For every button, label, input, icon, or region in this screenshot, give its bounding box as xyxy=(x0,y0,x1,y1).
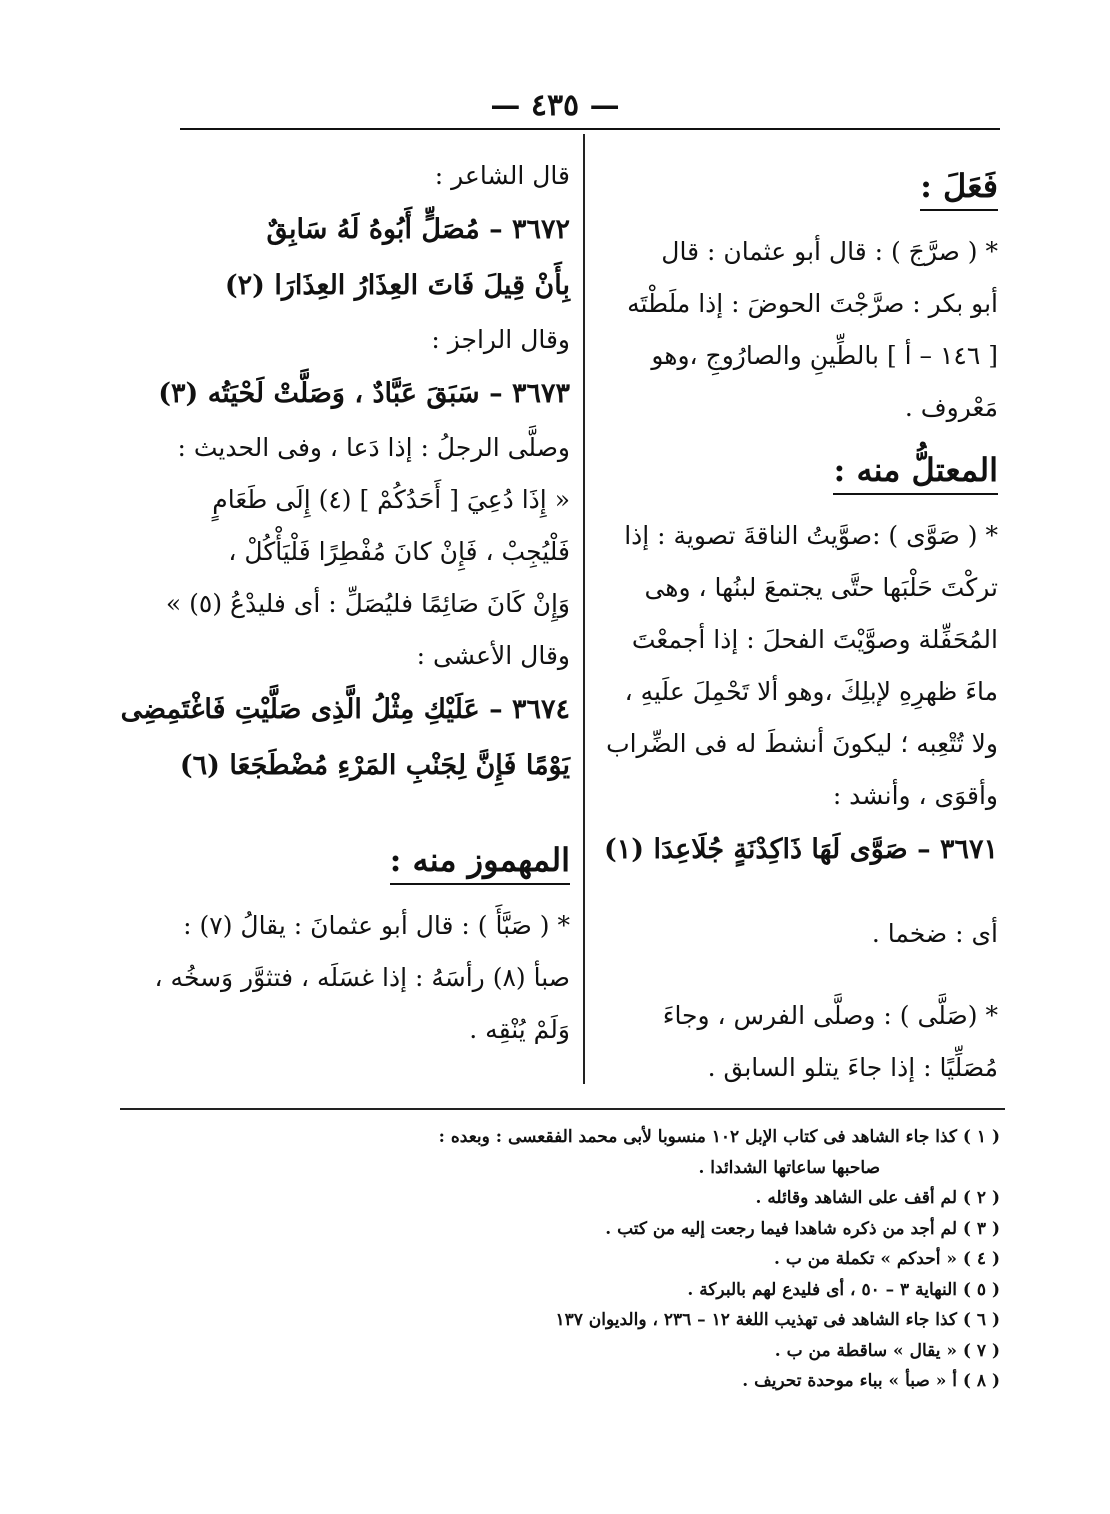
text-line: وقال الأعشى : xyxy=(416,641,570,670)
spacer xyxy=(598,878,998,908)
text-line: مَعْروف . xyxy=(904,393,998,422)
verse-3674-a: ٣٦٧٤ – عَلَيْكِ مِثْلُ الَّذِى صَلَّيْتِ فَاغْتَمِضِى xyxy=(120,694,570,725)
text-line: أى : ضخما . xyxy=(871,919,998,948)
footnote-rule xyxy=(120,1108,1005,1110)
header-rule xyxy=(180,128,1000,130)
text-line: * ( صرَّجَ ) : قال أبو عثمان : قال xyxy=(661,237,998,266)
text-line: وصلَّى الرجلُ : إذا دَعا ، وفى الحديث : xyxy=(177,433,570,462)
text-line: وَإِنْ كَانَ صَائِمًا فليُصَلِّ : أى فليدْعُ (٥) » xyxy=(165,589,570,618)
text-line: * ( صَوَّى ) :صوَّيتُ الناقةَ تصوية : إذا xyxy=(624,521,998,550)
text-line: وَلَمْ يُنْقِه . xyxy=(469,1015,570,1044)
text-line: المُحَفِّلة وصوَّيْتَ الفحلَ : إذا أجمعْتَ xyxy=(631,625,998,654)
footnote-7: ( ٧ ) « يقال » ساقطة من ب . xyxy=(774,1340,1000,1361)
footnote-1: ( ١ ) كذا جاء الشاهد فى كتاب الإبل ١٠٢ منسوبا لأبى محمد الفقعسى : وبعده : xyxy=(438,1127,1000,1147)
text-line: تركْتَ حَلْبَها حتَّى يجتمعَ لبنُها ، وهى xyxy=(644,573,998,602)
footnote-4: ( ٤ ) « أحدكم » تكملة من ب . xyxy=(774,1249,1000,1269)
text-line: [ ١٤٦ – أ ] بالطِّينِ والصارُوجِ ،وهو xyxy=(651,341,998,370)
text-line: * (صَلَّى ) : وصلَّى الفرس ، وجاءَ xyxy=(662,1001,998,1030)
verse-3673: ٣٦٧٣ – سَبَقَ عَبَّادٌ ، وَصَلَّتْ لَحْيَتُه (٣) xyxy=(158,378,570,409)
column-divider xyxy=(583,134,585,1084)
text-line: ولا تُتْعِبه ؛ ليكونَ أنشطَ له فى الضِّراب xyxy=(606,729,998,758)
spacer xyxy=(598,960,998,990)
text-line: فَلْيُجِبْ ، فَإِنْ كانَ مُفْطِرًا فَلْيَأْكُلْ ، xyxy=(228,537,570,566)
verse-3672-a: ٣٦٧٢ – مُصَلٍّ أَبُوهُ لَهُ سَابِقٌ xyxy=(266,214,570,245)
text-line: * ( صَبَّأَ ) : قال أبو عثمانَ : يقالُ (٧) : xyxy=(183,911,570,940)
section-heading-mahmuz: المهموز منه : xyxy=(160,832,570,888)
footnote-8: ( ٨ ) أ « صبأ » بباء موحدة تحريف . xyxy=(742,1371,1000,1391)
text-line: قال الشاعر : xyxy=(434,161,570,190)
spacer xyxy=(160,794,570,824)
footnote-6: ( ٦ ) كذا جاء الشاهد فى تهذيب اللغة ١٢ – ٢٣٦ ، والديوان ١٣٧ xyxy=(555,1310,1000,1330)
section-heading-mutal: المعتلُّ منه : xyxy=(598,442,998,498)
footnote-3: ( ٣ ) لم أجد من ذكره شاهدا فيما رجعت إليه من كتب . xyxy=(605,1218,1000,1239)
verse-3674-b: يَوْمًا فَإِنَّ لِجَنْبِ المَرْءِ مُضْطَجَعَا (٦) xyxy=(179,750,570,781)
text-line: صبأ (٨) رأسَهُ : إذا غسَلَه ، فتثوَّر وَسخُه ، xyxy=(154,963,570,992)
left-column xyxy=(120,150,570,1056)
verse-3672-b: بِأَنْ قِيلَ فَاتَ العِذَارُ العِذَارَا (٢) xyxy=(224,270,570,301)
text-line: مُصَلِّيًا : إذا جاءَ يتلو السابق . xyxy=(707,1053,998,1082)
page-number: — ٤٣٥ — xyxy=(490,88,620,123)
text-line: أبو بكر : صرَّجْتَ الحوضَ : إذا ملَطْتَه xyxy=(627,289,998,318)
footnote-1-continuation: صاحبها ساعاتها الشدائدا . xyxy=(698,1157,880,1178)
right-column xyxy=(598,150,998,1094)
verse-3671: ٣٦٧١ – صَوَّى لَهَا ذَاكِدْنَةٍ جُلَاعِدَا (١) xyxy=(603,834,998,865)
text-line: « إِذَا دُعِيَ [ أَحَدُكُمْ ] (٤) إِلَى طَعَامٍ xyxy=(212,485,570,514)
footnote-2: ( ٢ ) لم أقف على الشاهد وقائله . xyxy=(755,1188,1000,1208)
section-heading-faala: فَعَلَ : xyxy=(598,158,998,214)
footnotes xyxy=(200,1122,1000,1397)
footnote-5: ( ٥ ) النهاية ٣ – ٥٠ ، أى فليدع لهم بالبركة . xyxy=(687,1279,1000,1300)
text-line: ماءَ ظهرِهِ لإبلِكَ ،وهو ألا تَحْمِلَ علَيهِ ، xyxy=(624,677,998,706)
text-line: وأقوَى ، وأنشد : xyxy=(832,781,998,810)
text-line: وقال الراجز : xyxy=(431,325,570,354)
